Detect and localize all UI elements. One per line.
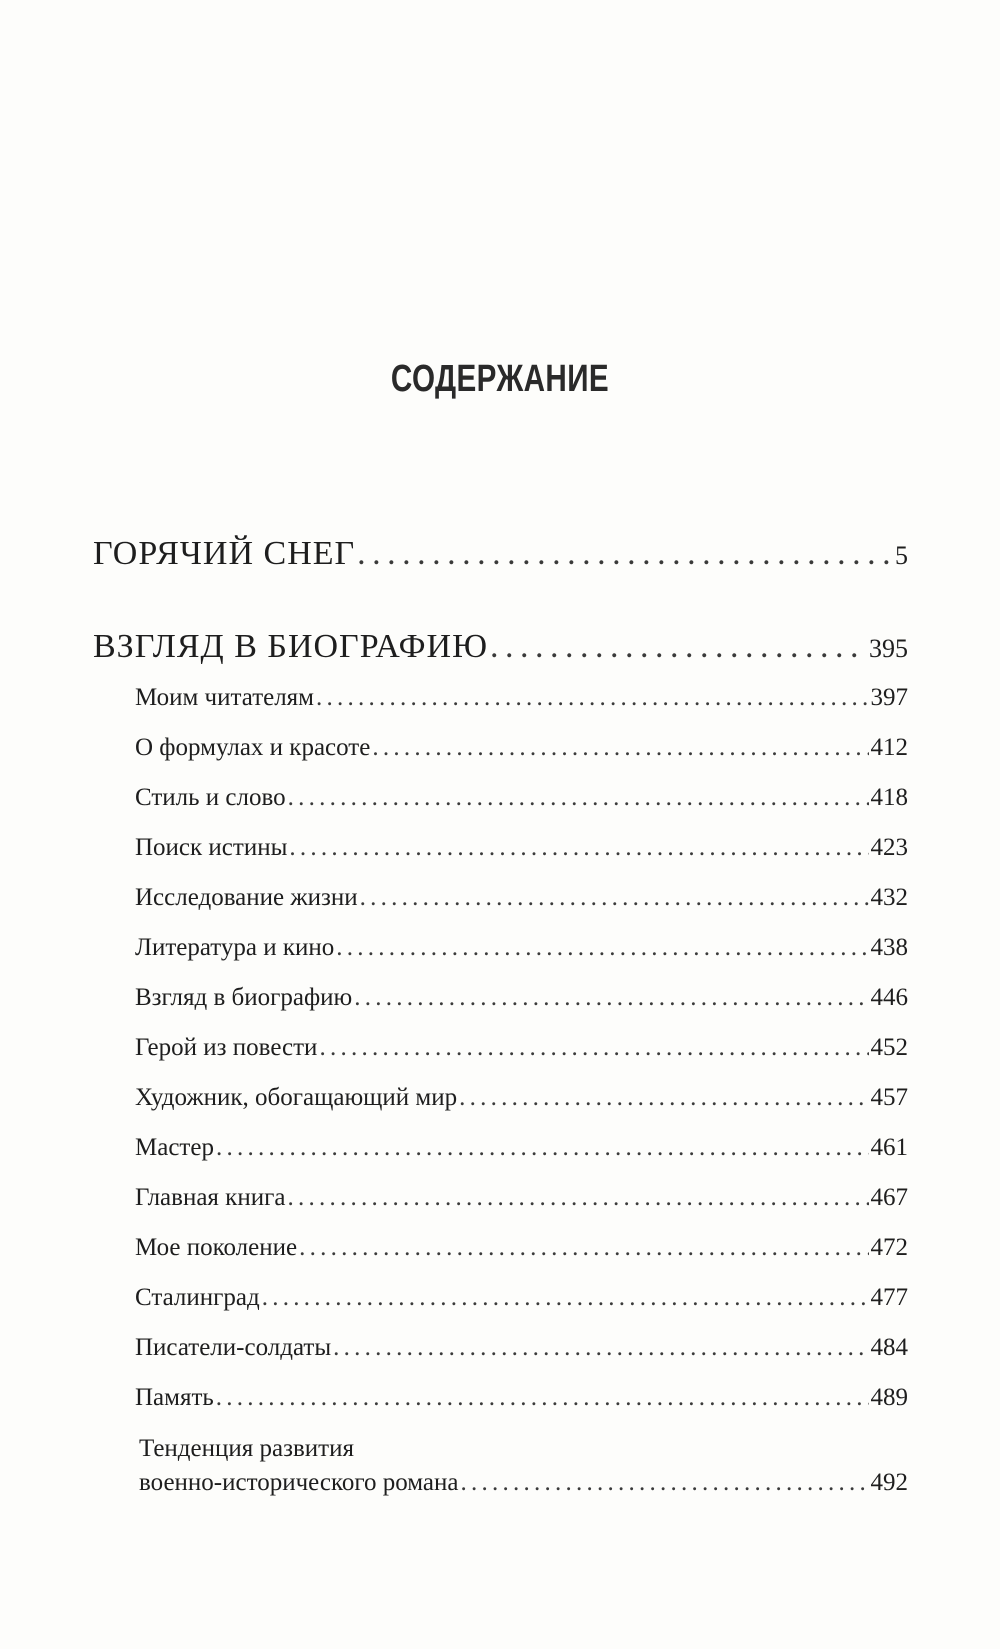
toc-entry-label: Писатели-солдаты <box>135 1334 332 1361</box>
toc-part-label: ГОРЯЧИЙ СНЕГ <box>93 535 356 572</box>
toc-part-biography[interactable] <box>93 628 908 666</box>
toc-page-number: 489 <box>870 1384 908 1411</box>
toc-page-number: 492 <box>870 1469 908 1496</box>
dot-leader <box>216 1134 869 1162</box>
toc-entry[interactable] <box>135 1134 908 1162</box>
toc-page-number: 461 <box>870 1134 908 1161</box>
dot-leader <box>490 628 867 666</box>
toc-page-number: 412 <box>870 734 908 761</box>
dot-leader <box>360 884 869 912</box>
dot-leader <box>299 1234 868 1262</box>
toc-entry-label: Моим читателям <box>135 684 315 711</box>
toc-entry[interactable] <box>135 1184 908 1212</box>
dot-leader <box>357 535 893 573</box>
page-title: СОДЕРЖАНИЕ <box>390 358 610 400</box>
toc-entry-label: Литература и кино <box>135 934 335 961</box>
toc-entry-label: Герой из повести <box>135 1034 318 1061</box>
toc-entry[interactable] <box>135 834 908 862</box>
toc-page-number: 467 <box>870 1184 908 1211</box>
toc-entry[interactable] <box>135 1384 908 1412</box>
toc-entry[interactable] <box>135 684 908 712</box>
toc-page-number: 423 <box>870 834 908 861</box>
dot-leader <box>216 1384 869 1412</box>
dot-leader <box>287 1184 868 1212</box>
toc-entry-label: Взгляд в биографию <box>135 984 353 1011</box>
toc-page-number: 438 <box>870 934 908 961</box>
toc-entry-label: Сталинград <box>135 1284 260 1311</box>
toc-entry-label: Исследование жизни <box>135 884 358 911</box>
toc-page-number: 418 <box>870 784 908 811</box>
toc-part-hot-snow[interactable] <box>93 535 908 573</box>
toc-entry[interactable] <box>135 934 908 962</box>
dot-leader <box>354 984 868 1012</box>
dot-leader <box>333 1334 868 1362</box>
toc-part-label: ВЗГЛЯД В БИОГРАФИЮ <box>93 628 489 665</box>
toc-page-number: 452 <box>870 1034 908 1061</box>
toc-page-number: 472 <box>870 1234 908 1261</box>
toc-page-number: 397 <box>870 684 908 711</box>
toc-page-number: 484 <box>870 1334 908 1361</box>
toc-page-number: 395 <box>869 634 908 663</box>
toc-page-number: 446 <box>870 984 908 1011</box>
toc-entry[interactable] <box>135 984 908 1012</box>
toc-entry[interactable] <box>135 1084 908 1112</box>
toc-page-number: 477 <box>870 1284 908 1311</box>
dot-leader <box>460 1469 868 1497</box>
dot-leader <box>316 684 868 712</box>
dot-leader <box>319 1034 868 1062</box>
toc-entry[interactable] <box>135 734 908 762</box>
toc-entry-label: военно-исторического романа <box>139 1469 459 1496</box>
toc-entry-label: Стиль и слово <box>135 784 286 811</box>
toc-entry[interactable] <box>135 1034 908 1062</box>
toc-entry-label: Мастер <box>135 1134 214 1161</box>
toc-entry[interactable] <box>135 1284 908 1312</box>
toc-page-number: 432 <box>870 884 908 911</box>
dot-leader <box>262 1284 869 1312</box>
toc-entry[interactable] <box>135 784 908 812</box>
toc-page-number: 457 <box>870 1084 908 1111</box>
dot-leader <box>372 734 868 762</box>
toc-entry-line1[interactable]: Тенденция развития <box>139 1435 354 1462</box>
toc-entry-label: Главная книга <box>135 1184 286 1211</box>
dot-leader <box>289 834 868 862</box>
toc-entry[interactable] <box>135 1234 908 1262</box>
toc-entry[interactable] <box>135 884 908 912</box>
toc-entry-label: О формулах и красоте <box>135 734 371 761</box>
toc-entry[interactable] <box>135 1334 908 1362</box>
toc-page-number: 5 <box>895 541 908 570</box>
dot-leader <box>288 784 869 812</box>
dot-leader <box>459 1084 868 1112</box>
dot-leader <box>336 934 868 962</box>
toc-entry-label: Поиск истины <box>135 834 288 861</box>
toc-entry-label: Память <box>135 1384 214 1411</box>
toc-entry-multiline[interactable] <box>139 1469 908 1497</box>
toc-entry-label: Художник, обогащающий мир <box>135 1084 458 1111</box>
toc-entry-label: Мое поколение <box>135 1234 298 1261</box>
